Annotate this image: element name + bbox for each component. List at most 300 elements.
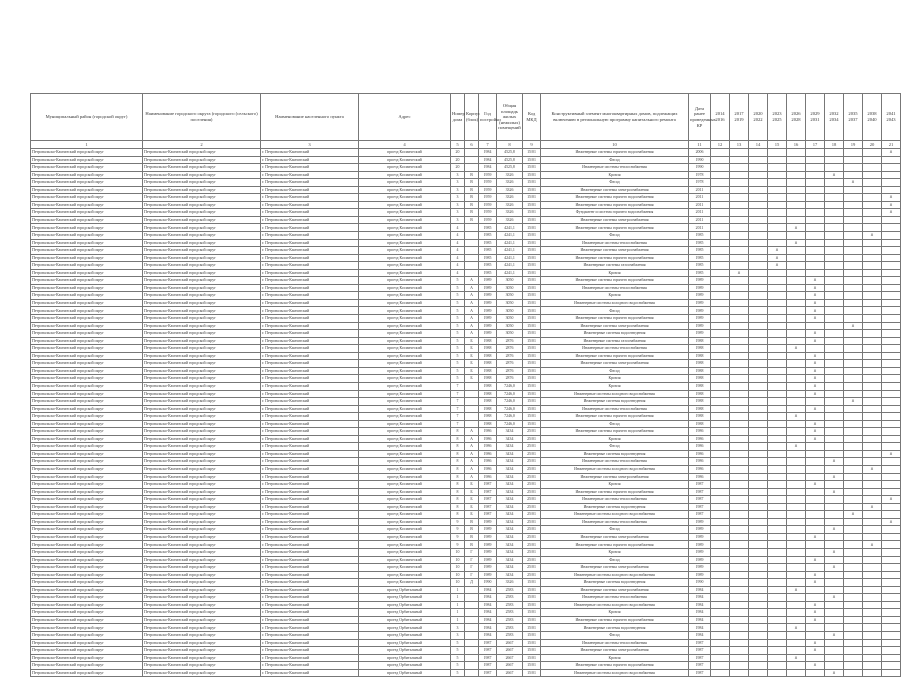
year-built-cell: 1986 [479,465,497,473]
structural-element-cell: Инженерные системы холодного водоснабжения [541,601,689,609]
period-cell [863,315,882,323]
period-mark: X [806,662,825,670]
period-cell [749,186,768,194]
previous-repair-date-cell: 1986 [689,428,711,436]
column-number: 8 [497,141,523,149]
structural-element-cell: Инженерные системы теплоснабжения [541,405,689,413]
period-cell [844,247,863,255]
period-cell [863,458,882,466]
mkd-code-cell: 25/01 [523,450,541,458]
period-cell [863,526,882,534]
house-number-cell: 5 [451,375,465,383]
period-cell [749,247,768,255]
house-number-cell: 5 [451,647,465,655]
block-cell [465,269,479,277]
period-cell [844,330,863,338]
period-cell [787,216,806,224]
locality-cell: г. Петровальско-Камчатский [261,247,359,255]
period-cell [768,609,787,617]
area-cell: 3326 [497,194,523,202]
period-cell [730,299,749,307]
structural-element-cell: Инженерные системы холодного водоснабжения [541,299,689,307]
period-cell [787,473,806,481]
district-cell: Петровальско-Камчатский городской округ [31,601,143,609]
period-cell [882,420,901,428]
period-cell [749,398,768,406]
block-cell [465,420,479,428]
period-cell [768,382,787,390]
block-cell: Б [465,481,479,489]
address-cell: проезд Космический [359,518,451,526]
period-cell [787,171,806,179]
period-cell [749,609,768,617]
address-cell: проезд Космический [359,209,451,217]
period-cell [749,503,768,511]
year-built-cell: 1986 [479,428,497,436]
period-cell [806,548,825,556]
period-cell [882,179,901,187]
structural-element-cell: Инженерные системы газоснабжения [541,262,689,270]
structural-element-cell: Инженерные системы теплоснабжения [541,239,689,247]
previous-repair-date-cell: 1978 [689,171,711,179]
house-number-cell: 10 [451,564,465,572]
table-row [31,556,901,564]
block-cell: Б [465,488,479,496]
year-built-cell: 1985 [479,239,497,247]
house-number-cell: 8 [451,481,465,489]
period-cell [711,186,730,194]
period-cell [730,616,749,624]
locality-cell: г. Петровальско-Камчатский [261,518,359,526]
period-cell [711,579,730,587]
table-row [31,413,901,421]
locality-cell: г. Петровальско-Камчатский [261,284,359,292]
house-number-cell: 5 [451,345,465,353]
period-cell [825,405,844,413]
year-built-cell: 1989 [479,564,497,572]
locality-cell: г. Петровальско-Камчатский [261,337,359,345]
mkd-code-cell: 15/01 [523,247,541,255]
area-cell: 3434 [497,473,523,481]
column-number-row [31,141,901,149]
area-cell: 7246,0 [497,398,523,406]
mkd-code-cell: 15/01 [523,164,541,172]
period-cell [749,299,768,307]
period-cell [882,164,901,172]
table-row [31,292,901,300]
address-cell: проезд Космический [359,382,451,390]
address-cell: проезд Космический [359,435,451,443]
period-cell [749,654,768,662]
locality-cell: г. Петровальско-Камчатский [261,216,359,224]
period-mark: X [806,292,825,300]
period-cell [730,518,749,526]
period-cell [730,337,749,345]
structural-element-cell: Кровля [541,375,689,383]
district-cell: Петровальско-Камчатский городской округ [31,481,143,489]
period-cell [863,352,882,360]
mkd-code-cell: 15/01 [523,315,541,323]
area-cell: 7246,0 [497,413,523,421]
period-cell [882,616,901,624]
district-cell: Петровальско-Камчатский городской округ [31,201,143,209]
block-cell [465,247,479,255]
period-cell [825,262,844,270]
area-cell: 3326 [497,216,523,224]
district-cell: Петровальско-Камчатский городской округ [31,216,143,224]
period-mark: X [806,601,825,609]
period-cell [882,413,901,421]
period-cell [844,654,863,662]
mkd-code-cell: 15/01 [523,216,541,224]
area-cell: 2583 [497,624,523,632]
table-row [31,647,901,655]
period-cell [787,247,806,255]
period-cell [768,413,787,421]
period-cell [749,541,768,549]
period-mark: X [882,149,901,157]
locality-cell: г. Петровальско-Камчатский [261,171,359,179]
period-cell [711,639,730,647]
period-cell [730,624,749,632]
period-cell [863,179,882,187]
year-built-cell: 1987 [479,639,497,647]
period-cell [844,209,863,217]
structural-element-cell: Инженерные системы водоотведения [541,624,689,632]
block-cell [465,224,479,232]
period-cell [787,179,806,187]
mkd-code-cell: 15/01 [523,322,541,330]
period-cell [844,149,863,157]
locality-cell: г. Петровальско-Камчатский [261,345,359,353]
structural-element-cell: Инженерные системы горячего водоснабжения [541,224,689,232]
block-cell: Г [465,571,479,579]
locality-cell: г. Петровальско-Камчатский [261,435,359,443]
settlement-cell: Петровальско-Камчатский городской округ [143,647,261,655]
period-cell [863,556,882,564]
period-cell [863,669,882,677]
period-cell [882,322,901,330]
address-cell: проезд Космический [359,390,451,398]
period-cell [711,564,730,572]
address-cell: проезд Космический [359,239,451,247]
period-cell [711,548,730,556]
structural-element-cell: Инженерные системы водоотведения [541,398,689,406]
district-cell: Петровальско-Камчатский городской округ [31,330,143,338]
area-cell: 3434 [497,556,523,564]
period-cell [768,654,787,662]
period-cell [768,526,787,534]
address-cell: проезд Космический [359,156,451,164]
period-cell [711,156,730,164]
period-cell [768,209,787,217]
structural-element-cell: Инженерные системы горячего водоснабжения [541,428,689,436]
column-header: 2026 2028 [787,94,806,141]
period-cell [711,360,730,368]
period-cell [749,624,768,632]
area-cell: 3434 [497,564,523,572]
area-cell: 4241,1 [497,239,523,247]
address-cell: проезд Орбитальный [359,601,451,609]
period-cell [863,284,882,292]
address-cell: проезд Космический [359,405,451,413]
district-cell: Петровальско-Камчатский городской округ [31,579,143,587]
period-cell [768,616,787,624]
period-cell [749,367,768,375]
period-cell [787,262,806,270]
address-cell: проезд Космический [359,511,451,519]
mkd-code-cell: 15/01 [523,632,541,640]
period-cell [882,556,901,564]
period-cell [882,307,901,315]
period-cell [825,654,844,662]
district-cell: Петровальско-Камчатский городской округ [31,179,143,187]
period-cell [711,541,730,549]
period-cell [730,194,749,202]
period-cell [863,609,882,617]
mkd-code-cell: 15/01 [523,390,541,398]
period-cell [825,533,844,541]
period-cell [711,307,730,315]
period-cell [844,284,863,292]
period-mark: X [844,179,863,187]
address-cell: проезд Космический [359,307,451,315]
period-cell [863,307,882,315]
period-cell [787,201,806,209]
period-mark: X [863,541,882,549]
table-row [31,428,901,436]
settlement-cell: Петровальско-Камчатский городской округ [143,224,261,232]
mkd-code-cell: 25/01 [523,503,541,511]
year-built-cell: 1989 [479,330,497,338]
column-number: 17 [806,141,825,149]
structural-element-cell: Кровля [541,609,689,617]
period-cell [787,601,806,609]
period-cell [882,337,901,345]
column-header: 2020 2022 [749,94,768,141]
locality-cell: г. Петровальско-Камчатский [261,360,359,368]
period-cell [711,496,730,504]
period-cell [844,345,863,353]
house-number-cell: 7 [451,382,465,390]
period-cell [768,292,787,300]
period-cell [768,473,787,481]
district-cell: Петровальско-Камчатский городской округ [31,413,143,421]
period-cell [768,647,787,655]
period-cell [825,465,844,473]
table-row [31,503,901,511]
period-cell [844,307,863,315]
period-cell [844,262,863,270]
locality-cell: г. Петровальско-Камчатский [261,564,359,572]
period-mark: X [882,450,901,458]
period-cell [730,315,749,323]
address-cell: проезд Космический [359,450,451,458]
block-cell: А [465,473,479,481]
mkd-code-cell: 15/01 [523,269,541,277]
block-cell: Г [465,556,479,564]
year-built-cell: 1986 [479,458,497,466]
period-cell [844,194,863,202]
period-cell [787,428,806,436]
block-cell [465,624,479,632]
period-cell [711,435,730,443]
mkd-code-cell: 15/01 [523,156,541,164]
house-number-cell: 7 [451,420,465,428]
period-cell [825,601,844,609]
period-cell [806,669,825,677]
previous-repair-date-cell: 1985 [689,232,711,240]
locality-cell: г. Петровальско-Камчатский [261,473,359,481]
district-cell: Петровальско-Камчатский городской округ [31,420,143,428]
period-cell [863,496,882,504]
period-cell [825,239,844,247]
mkd-code-cell: 25/01 [523,556,541,564]
structural-element-cell: Фасад [541,156,689,164]
previous-repair-date-cell: 1986 [689,473,711,481]
year-built-cell: 1959 [479,171,497,179]
locality-cell: г. Петровальско-Камчатский [261,277,359,285]
period-mark: X [787,443,806,451]
period-cell [749,548,768,556]
table-row [31,632,901,640]
block-cell: В [465,209,479,217]
table-row [31,307,901,315]
area-cell: 2667 [497,662,523,670]
year-built-cell: 1988 [479,382,497,390]
year-built-cell: 1989 [479,556,497,564]
period-cell [882,443,901,451]
period-cell [768,156,787,164]
period-cell [711,632,730,640]
address-cell: проезд Космический [359,564,451,572]
period-mark: X [806,299,825,307]
mkd-code-cell: 15/01 [523,337,541,345]
address-cell: проезд Орбитальный [359,632,451,640]
previous-repair-date-cell: 2006 [689,149,711,157]
block-cell [465,254,479,262]
settlement-cell: Петровальско-Камчатский городской округ [143,156,261,164]
structural-element-cell: Инженерные системы водоотведения [541,450,689,458]
district-cell: Петровальско-Камчатский городской округ [31,533,143,541]
period-cell [863,209,882,217]
district-cell: Петровальско-Камчатский городской округ [31,496,143,504]
period-mark: X [806,315,825,323]
period-cell [806,194,825,202]
period-cell [806,345,825,353]
house-number-cell: 8 [451,435,465,443]
period-cell [730,352,749,360]
area-cell: 3434 [497,465,523,473]
period-cell [806,624,825,632]
block-cell: В [465,216,479,224]
period-cell [730,465,749,473]
column-number: 11 [689,141,711,149]
period-mark: X [806,337,825,345]
table-row [31,156,901,164]
period-cell [787,639,806,647]
structural-element-cell: Фасад [541,443,689,451]
table-row [31,262,901,270]
period-cell [787,352,806,360]
period-cell [844,616,863,624]
period-cell [787,382,806,390]
period-cell [863,571,882,579]
period-cell [825,216,844,224]
period-cell [730,594,749,602]
district-cell: Петровальско-Камчатский городской округ [31,458,143,466]
house-number-cell: 4 [451,262,465,270]
previous-repair-date-cell: 1990 [689,164,711,172]
year-built-cell: 1984 [479,149,497,157]
table-row [31,398,901,406]
period-cell [844,360,863,368]
area-cell: 2583 [497,594,523,602]
settlement-cell: Петровальско-Камчатский городской округ [143,541,261,549]
previous-repair-date-cell: 1989 [689,541,711,549]
house-number-cell: 8 [451,428,465,436]
period-cell [806,526,825,534]
block-cell: В [465,201,479,209]
table-row [31,669,901,677]
period-cell [882,390,901,398]
period-cell [711,315,730,323]
district-cell: Петровальско-Камчатский городской округ [31,262,143,270]
previous-repair-date-cell: 1987 [689,503,711,511]
period-cell [749,232,768,240]
period-cell [825,254,844,262]
table-row [31,216,901,224]
house-number-cell: 4 [451,269,465,277]
period-cell [730,458,749,466]
period-cell [768,586,787,594]
structural-element-cell: Инженерные системы теплоснабжения [541,496,689,504]
previous-repair-date-cell: 1984 [689,632,711,640]
district-cell: Петровальско-Камчатский городской округ [31,669,143,677]
period-cell [730,405,749,413]
table-row [31,511,901,519]
period-cell [825,556,844,564]
house-number-cell: 3 [451,171,465,179]
block-cell: А [465,284,479,292]
structural-element-cell: Инженерные системы холодного водоснабжения [541,511,689,519]
table-row [31,420,901,428]
locality-cell: г. Петровальско-Камчатский [261,616,359,624]
area-cell: 4241,1 [497,269,523,277]
period-cell [768,662,787,670]
period-mark: X [825,488,844,496]
period-cell [825,149,844,157]
period-cell [882,405,901,413]
house-number-cell: 5 [451,299,465,307]
structural-element-cell: Инженерные системы горячего водоснабжения [541,662,689,670]
year-built-cell: 1988 [479,345,497,353]
period-cell [825,443,844,451]
period-cell [749,164,768,172]
structural-element-cell: Инженерные системы теплоснабжения [541,284,689,292]
structural-element-cell: Инженерные системы теплоснабжения [541,458,689,466]
locality-cell: г. Петровальско-Камчатский [261,307,359,315]
previous-repair-date-cell: 1987 [689,639,711,647]
period-cell [787,465,806,473]
period-cell [711,277,730,285]
period-mark: X [806,284,825,292]
mkd-code-cell: 15/01 [523,345,541,353]
year-built-cell: 1988 [479,367,497,375]
address-cell: проезд Космический [359,171,451,179]
district-cell: Петровальско-Камчатский городской округ [31,564,143,572]
period-mark: X [882,518,901,526]
